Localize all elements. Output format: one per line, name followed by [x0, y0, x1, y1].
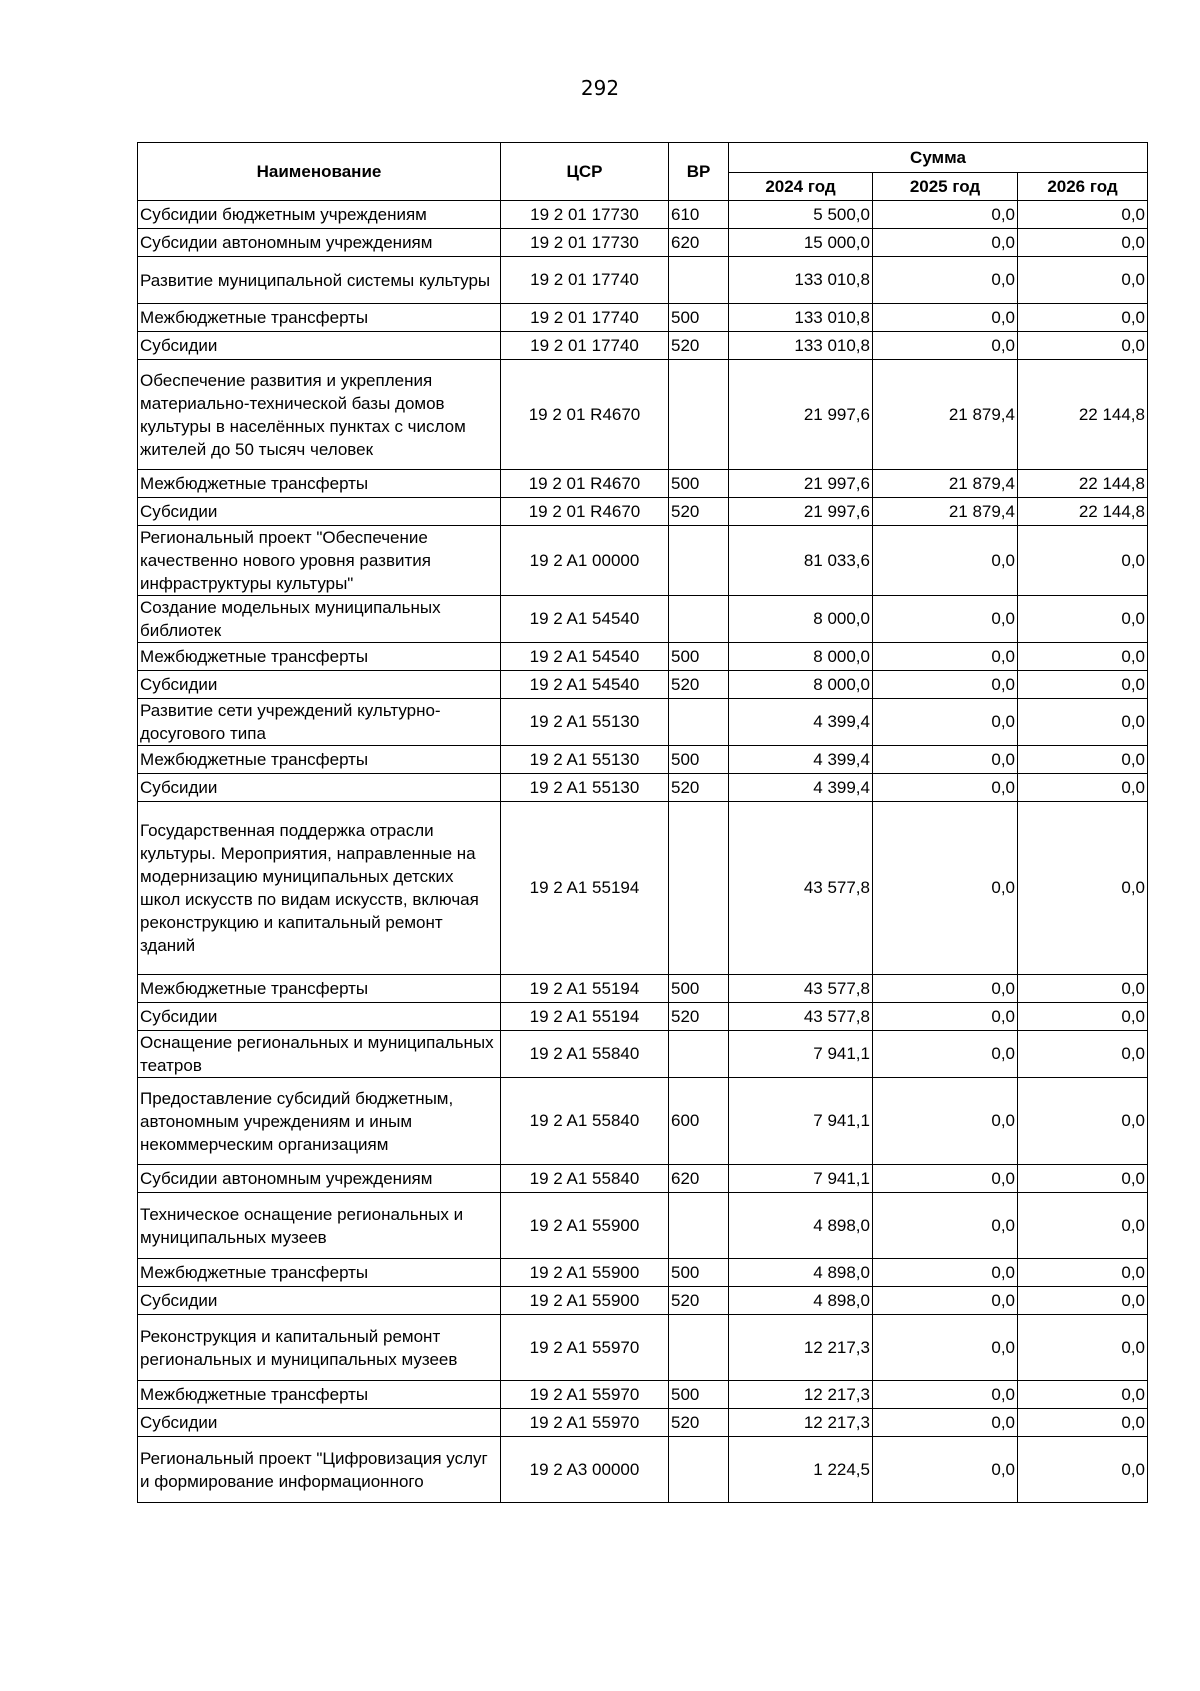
row-csr: 19 2 A1 55130	[501, 774, 669, 802]
row-value-2024: 8 000,0	[729, 596, 873, 643]
row-csr: 19 2 A1 55900	[501, 1259, 669, 1287]
row-vr	[669, 1193, 729, 1259]
row-vr: 520	[669, 498, 729, 526]
row-value-2025: 0,0	[873, 229, 1018, 257]
row-value-2025: 0,0	[873, 1381, 1018, 1409]
header-year-2024: 2024 год	[729, 173, 873, 201]
row-csr: 19 2 A1 55194	[501, 975, 669, 1003]
row-vr: 520	[669, 671, 729, 699]
row-vr: 500	[669, 975, 729, 1003]
row-value-2026: 0,0	[1018, 304, 1148, 332]
table-row	[138, 699, 1148, 746]
table-row	[138, 1315, 1148, 1381]
row-name: Субсидии	[138, 332, 501, 360]
table-row	[138, 596, 1148, 643]
row-value-2024: 4 399,4	[729, 774, 873, 802]
row-value-2025: 0,0	[873, 1031, 1018, 1078]
row-csr: 19 2 01 R4670	[501, 360, 669, 470]
row-value-2026: 0,0	[1018, 643, 1148, 671]
row-value-2026: 0,0	[1018, 975, 1148, 1003]
row-value-2026: 0,0	[1018, 774, 1148, 802]
table-row	[138, 1031, 1148, 1078]
row-name: Субсидии	[138, 1287, 501, 1315]
row-name: Субсидии автономным учреждениям	[138, 229, 501, 257]
table-row	[138, 498, 1148, 526]
row-name: Субсидии автономным учреждениям	[138, 1165, 501, 1193]
row-vr	[669, 1437, 729, 1503]
row-vr	[669, 1031, 729, 1078]
row-name: Субсидии	[138, 498, 501, 526]
row-value-2025: 0,0	[873, 699, 1018, 746]
row-value-2024: 133 010,8	[729, 257, 873, 304]
row-value-2025: 0,0	[873, 1193, 1018, 1259]
row-value-2024: 7 941,1	[729, 1165, 873, 1193]
row-vr: 520	[669, 332, 729, 360]
row-value-2025: 0,0	[873, 1259, 1018, 1287]
row-value-2026: 0,0	[1018, 1193, 1148, 1259]
row-value-2024: 1 224,5	[729, 1437, 873, 1503]
row-value-2025: 0,0	[873, 201, 1018, 229]
row-value-2025: 21 879,4	[873, 498, 1018, 526]
row-name: Субсидии	[138, 1409, 501, 1437]
row-value-2024: 133 010,8	[729, 332, 873, 360]
row-vr: 610	[669, 201, 729, 229]
row-name: Межбюджетные трансферты	[138, 975, 501, 1003]
row-vr: 500	[669, 470, 729, 498]
row-value-2024: 21 997,6	[729, 360, 873, 470]
row-name: Региональный проект "Обеспечение качественно нового уровня развития инфраструктуры культуры"	[138, 526, 501, 596]
row-name: Субсидии	[138, 671, 501, 699]
row-value-2024: 4 399,4	[729, 699, 873, 746]
row-value-2025: 0,0	[873, 643, 1018, 671]
row-value-2025: 0,0	[873, 802, 1018, 975]
table-row	[138, 360, 1148, 470]
header-vr: ВР	[669, 143, 729, 201]
row-csr: 19 2 A1 54540	[501, 596, 669, 643]
row-value-2024: 7 941,1	[729, 1031, 873, 1078]
row-name: Оснащение региональных и муниципальных театров	[138, 1031, 501, 1078]
row-csr: 19 2 01 R4670	[501, 498, 669, 526]
row-value-2026: 0,0	[1018, 1287, 1148, 1315]
row-value-2024: 12 217,3	[729, 1381, 873, 1409]
table-row	[138, 746, 1148, 774]
row-value-2026: 0,0	[1018, 671, 1148, 699]
header-name: Наименование	[138, 143, 501, 201]
row-value-2025: 0,0	[873, 1287, 1018, 1315]
row-value-2025: 21 879,4	[873, 470, 1018, 498]
row-value-2025: 0,0	[873, 526, 1018, 596]
table-row	[138, 1165, 1148, 1193]
header-year-2026: 2026 год	[1018, 173, 1148, 201]
row-value-2025: 0,0	[873, 1003, 1018, 1031]
row-vr: 520	[669, 1003, 729, 1031]
row-value-2026: 22 144,8	[1018, 470, 1148, 498]
row-value-2025: 0,0	[873, 596, 1018, 643]
table-row	[138, 802, 1148, 975]
row-name: Межбюджетные трансферты	[138, 1259, 501, 1287]
row-value-2024: 133 010,8	[729, 304, 873, 332]
row-value-2025: 0,0	[873, 1165, 1018, 1193]
row-vr	[669, 699, 729, 746]
row-value-2026: 0,0	[1018, 1409, 1148, 1437]
row-csr: 19 2 A1 00000	[501, 526, 669, 596]
row-value-2024: 81 033,6	[729, 526, 873, 596]
row-value-2025: 0,0	[873, 1315, 1018, 1381]
row-value-2024: 4 898,0	[729, 1193, 873, 1259]
row-name: Субсидии бюджетным учреждениям	[138, 201, 501, 229]
row-value-2024: 4 898,0	[729, 1259, 873, 1287]
row-csr: 19 2 A1 55900	[501, 1287, 669, 1315]
row-csr: 19 2 A1 55194	[501, 802, 669, 975]
row-csr: 19 2 A1 55840	[501, 1165, 669, 1193]
row-value-2026: 0,0	[1018, 1381, 1148, 1409]
row-name: Развитие муниципальной системы культуры	[138, 257, 501, 304]
table-row	[138, 1078, 1148, 1165]
row-vr: 520	[669, 1287, 729, 1315]
row-value-2024: 7 941,1	[729, 1078, 873, 1165]
row-vr	[669, 526, 729, 596]
table-row	[138, 1193, 1148, 1259]
table-row	[138, 332, 1148, 360]
row-csr: 19 2 A1 55130	[501, 746, 669, 774]
row-vr: 500	[669, 643, 729, 671]
row-csr: 19 2 01 R4670	[501, 470, 669, 498]
row-csr: 19 2 A1 55130	[501, 699, 669, 746]
row-name: Техническое оснащение региональных и муниципальных музеев	[138, 1193, 501, 1259]
row-csr: 19 2 01 17730	[501, 201, 669, 229]
row-vr	[669, 802, 729, 975]
row-name: Межбюджетные трансферты	[138, 643, 501, 671]
table-row	[138, 1259, 1148, 1287]
table-row	[138, 1409, 1148, 1437]
row-value-2026: 0,0	[1018, 1078, 1148, 1165]
row-value-2026: 0,0	[1018, 257, 1148, 304]
row-value-2025: 0,0	[873, 257, 1018, 304]
table-row	[138, 975, 1148, 1003]
row-vr: 500	[669, 746, 729, 774]
row-value-2026: 0,0	[1018, 1315, 1148, 1381]
row-value-2025: 21 879,4	[873, 360, 1018, 470]
table-row	[138, 1437, 1148, 1503]
row-vr: 500	[669, 1259, 729, 1287]
row-value-2024: 21 997,6	[729, 470, 873, 498]
row-value-2026: 0,0	[1018, 699, 1148, 746]
row-csr: 19 2 A1 55970	[501, 1409, 669, 1437]
row-csr: 19 2 01 17740	[501, 332, 669, 360]
table-body	[138, 201, 1148, 1503]
table-row	[138, 1287, 1148, 1315]
row-value-2025: 0,0	[873, 1409, 1018, 1437]
table-row	[138, 229, 1148, 257]
table-row	[138, 470, 1148, 498]
row-csr: 19 2 A1 55970	[501, 1381, 669, 1409]
row-value-2025: 0,0	[873, 774, 1018, 802]
row-value-2026: 0,0	[1018, 1003, 1148, 1031]
row-vr: 500	[669, 1381, 729, 1409]
table-row	[138, 671, 1148, 699]
row-value-2024: 12 217,3	[729, 1409, 873, 1437]
row-value-2026: 0,0	[1018, 1031, 1148, 1078]
table-row	[138, 304, 1148, 332]
row-vr	[669, 257, 729, 304]
row-vr	[669, 360, 729, 470]
row-name: Государственная поддержка отрасли культуры. Мероприятия, направленные на модернизацию муниципальных детских школ искусств по видам искусств, включая реконструкцию и капитальный ремонт зданий	[138, 802, 501, 975]
row-name: Развитие сети учреждений культурно-досугового типа	[138, 699, 501, 746]
row-csr: 19 2 A1 55970	[501, 1315, 669, 1381]
row-value-2024: 8 000,0	[729, 671, 873, 699]
table-header	[138, 143, 1148, 201]
row-name: Субсидии	[138, 1003, 501, 1031]
row-name: Предоставление субсидий бюджетным, автономным учреждениям и иным некоммерческим организациям	[138, 1078, 501, 1165]
row-value-2024: 8 000,0	[729, 643, 873, 671]
row-vr: 520	[669, 774, 729, 802]
row-vr: 500	[669, 304, 729, 332]
row-name: Межбюджетные трансферты	[138, 470, 501, 498]
row-name: Субсидии	[138, 774, 501, 802]
row-value-2025: 0,0	[873, 304, 1018, 332]
row-value-2026: 0,0	[1018, 1165, 1148, 1193]
row-vr: 620	[669, 1165, 729, 1193]
table-row	[138, 257, 1148, 304]
row-value-2024: 12 217,3	[729, 1315, 873, 1381]
page-number: 292	[580, 76, 620, 100]
table-row	[138, 1381, 1148, 1409]
row-csr: 19 2 A1 54540	[501, 643, 669, 671]
row-value-2025: 0,0	[873, 975, 1018, 1003]
row-vr: 620	[669, 229, 729, 257]
row-csr: 19 2 A1 55900	[501, 1193, 669, 1259]
table-row	[138, 643, 1148, 671]
row-value-2024: 5 500,0	[729, 201, 873, 229]
row-vr	[669, 1315, 729, 1381]
row-value-2026: 0,0	[1018, 1259, 1148, 1287]
row-value-2025: 0,0	[873, 671, 1018, 699]
row-value-2025: 0,0	[873, 746, 1018, 774]
row-value-2025: 0,0	[873, 1078, 1018, 1165]
row-name: Создание модельных муниципальных библиотек	[138, 596, 501, 643]
row-value-2024: 15 000,0	[729, 229, 873, 257]
row-name: Реконструкция и капитальный ремонт региональных и муниципальных музеев	[138, 1315, 501, 1381]
table-row	[138, 201, 1148, 229]
budget-table	[137, 142, 1148, 1503]
row-value-2025: 0,0	[873, 332, 1018, 360]
header-sum: Сумма	[729, 143, 1148, 173]
row-vr	[669, 596, 729, 643]
row-name: Региональный проект "Цифровизация услуг и формирование информационного	[138, 1437, 501, 1503]
row-value-2024: 43 577,8	[729, 975, 873, 1003]
row-value-2026: 0,0	[1018, 1437, 1148, 1503]
row-csr: 19 2 01 17740	[501, 257, 669, 304]
row-csr: 19 2 A1 54540	[501, 671, 669, 699]
row-value-2024: 43 577,8	[729, 1003, 873, 1031]
table-row	[138, 1003, 1148, 1031]
row-value-2026: 22 144,8	[1018, 360, 1148, 470]
row-value-2026: 0,0	[1018, 332, 1148, 360]
row-csr: 19 2 01 17740	[501, 304, 669, 332]
row-name: Межбюджетные трансферты	[138, 1381, 501, 1409]
row-csr: 19 2 A1 55194	[501, 1003, 669, 1031]
row-csr: 19 2 A3 00000	[501, 1437, 669, 1503]
row-value-2024: 4 399,4	[729, 746, 873, 774]
row-value-2024: 43 577,8	[729, 802, 873, 975]
row-name: Межбюджетные трансферты	[138, 304, 501, 332]
row-value-2024: 21 997,6	[729, 498, 873, 526]
row-value-2026: 0,0	[1018, 802, 1148, 975]
row-name: Обеспечение развития и укрепления материально-технической базы домов культуры в населённых пунктах с числом жителей до 50 тысяч человек	[138, 360, 501, 470]
row-name: Межбюджетные трансферты	[138, 746, 501, 774]
row-vr: 520	[669, 1409, 729, 1437]
row-csr: 19 2 A1 55840	[501, 1078, 669, 1165]
row-value-2026: 0,0	[1018, 201, 1148, 229]
row-csr: 19 2 01 17730	[501, 229, 669, 257]
header-year-2025: 2025 год	[873, 173, 1018, 201]
row-value-2024: 4 898,0	[729, 1287, 873, 1315]
row-value-2026: 0,0	[1018, 746, 1148, 774]
table-row	[138, 526, 1148, 596]
header-csr: ЦСР	[501, 143, 669, 201]
row-value-2026: 22 144,8	[1018, 498, 1148, 526]
row-value-2026: 0,0	[1018, 596, 1148, 643]
row-value-2026: 0,0	[1018, 526, 1148, 596]
row-csr: 19 2 A1 55840	[501, 1031, 669, 1078]
row-value-2025: 0,0	[873, 1437, 1018, 1503]
row-value-2026: 0,0	[1018, 229, 1148, 257]
row-vr: 600	[669, 1078, 729, 1165]
table-row	[138, 774, 1148, 802]
